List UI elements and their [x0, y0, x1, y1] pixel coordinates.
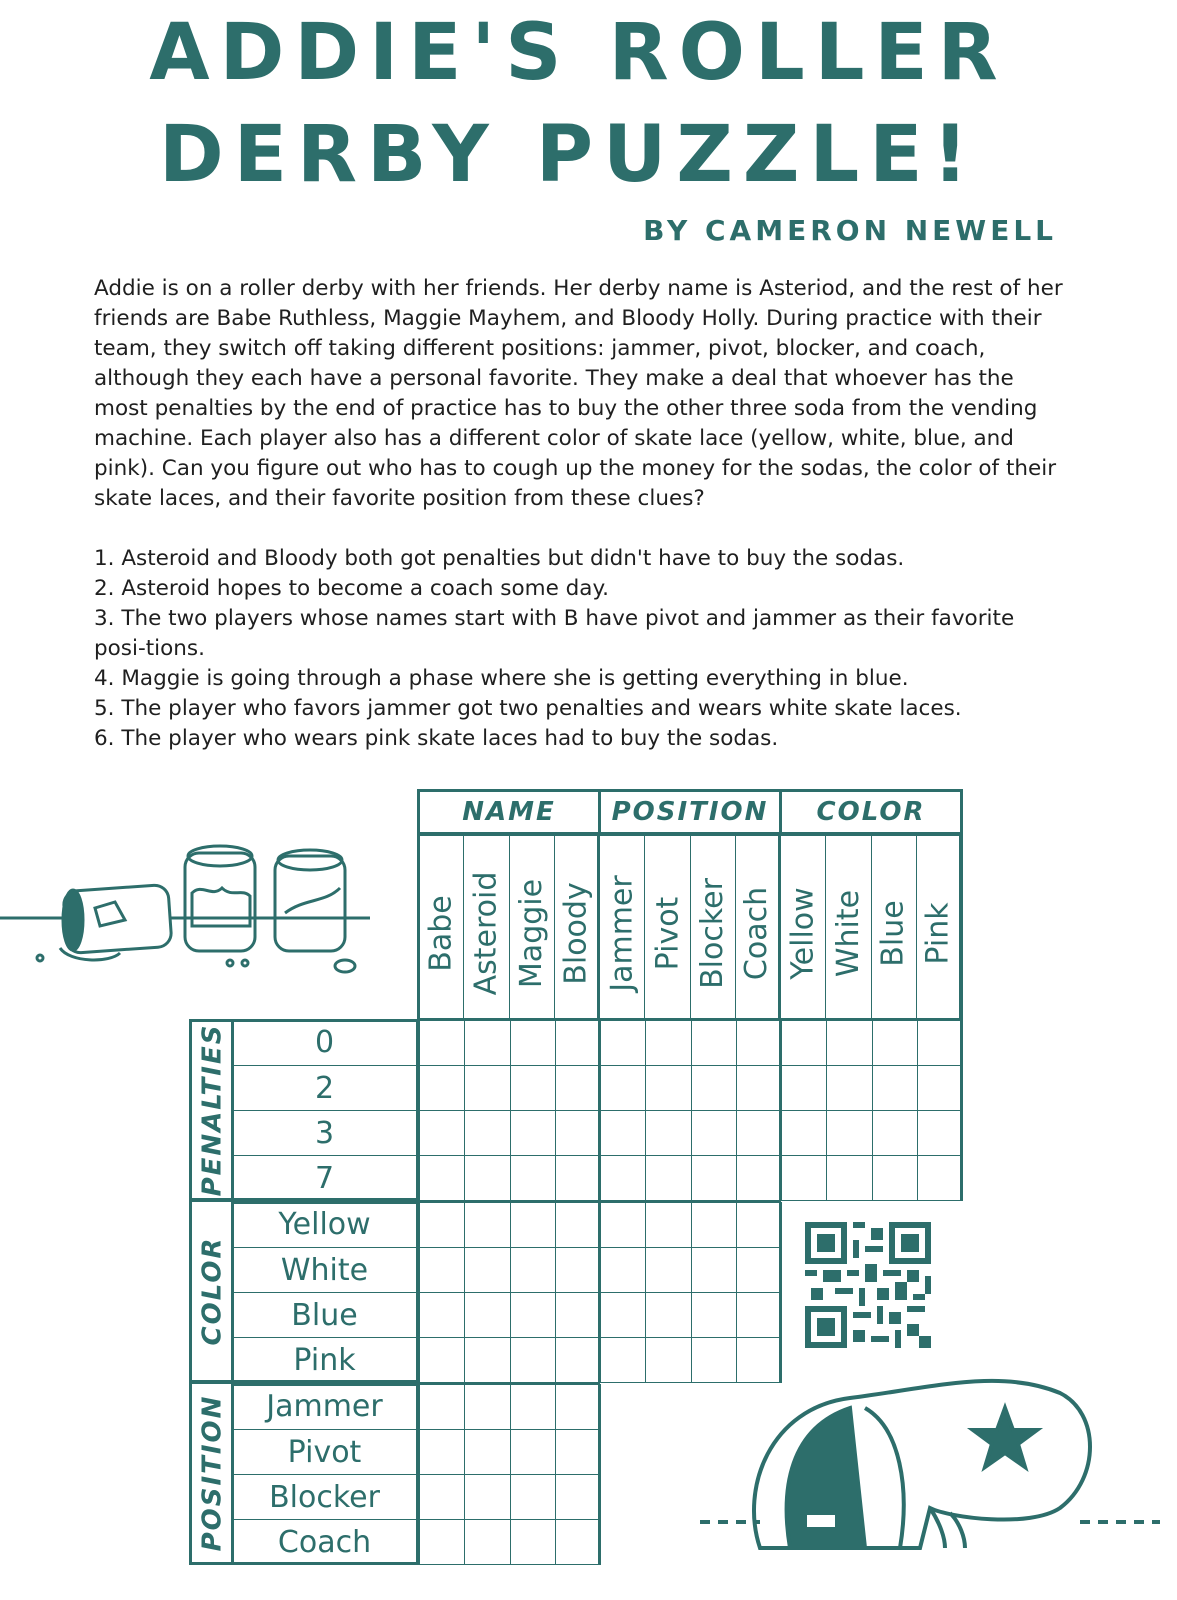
grid-cell[interactable] [872, 1110, 918, 1156]
helmet-illustration [700, 1368, 1160, 1568]
column-label-positions-2: Blocker [691, 836, 736, 1018]
grid-cell[interactable] [555, 1020, 601, 1066]
grid-cell[interactable] [645, 1202, 691, 1248]
grid-cell[interactable] [464, 1519, 510, 1565]
grid-cell[interactable] [600, 1292, 646, 1338]
row-label-penalties-3: 7 [233, 1155, 419, 1200]
grid-cell[interactable] [600, 1337, 646, 1383]
grid-cell[interactable] [510, 1337, 556, 1383]
clue-list [94, 544, 1074, 754]
grid-cell[interactable] [510, 1202, 556, 1248]
grid-cell[interactable] [464, 1202, 510, 1248]
row-label-row_colors-3: Pink [233, 1337, 419, 1382]
grid-cell[interactable] [555, 1474, 601, 1520]
grid-cell[interactable] [736, 1110, 782, 1156]
column-label-names-3: Bloody [555, 836, 600, 1018]
column-label-colors-0: Yellow [781, 836, 826, 1018]
grid-cell[interactable] [419, 1020, 465, 1066]
grid-cell[interactable] [826, 1110, 872, 1156]
column-label-positions-3: Coach [736, 836, 781, 1018]
group-header-color: COLOR [779, 789, 963, 835]
grid-cell[interactable] [691, 1247, 737, 1293]
side-header-penalties: PENALTIES [189, 1019, 235, 1201]
grid-cell[interactable] [510, 1155, 556, 1201]
grid-cell[interactable] [510, 1519, 556, 1565]
grid-cell[interactable] [872, 1020, 918, 1066]
grid-cell[interactable] [691, 1292, 737, 1338]
title-line-2: DERBY PUZZLE! [158, 110, 979, 200]
grid-cell[interactable] [645, 1020, 691, 1066]
grid-cell[interactable] [645, 1247, 691, 1293]
grid-cell[interactable] [781, 1110, 827, 1156]
grid-cell[interactable] [555, 1247, 601, 1293]
grid-cell[interactable] [691, 1020, 737, 1066]
grid-cell[interactable] [917, 1020, 963, 1066]
clue-3: 3. The two players whose names start with B have pivot and jammer as their favorite posi-tions. [94, 606, 1015, 661]
row-label-row_colors-2: Blue [233, 1292, 419, 1337]
row-label-row_positions-0: Jammer [233, 1384, 419, 1429]
qr-code [805, 1222, 931, 1348]
grid-cell[interactable] [510, 1247, 556, 1293]
row-label-penalties-1: 2 [233, 1065, 419, 1110]
grid-cell[interactable] [510, 1474, 556, 1520]
grid-cell[interactable] [419, 1292, 465, 1338]
grid-cell[interactable] [736, 1065, 782, 1111]
clue-1: 1. Asteroid and Bloody both got penalties but didn't have to buy the sodas. [94, 546, 905, 571]
column-label-colors-2: Blue [872, 836, 917, 1018]
grid-cell[interactable] [691, 1065, 737, 1111]
grid-cell[interactable] [419, 1337, 465, 1383]
grid-cell[interactable] [464, 1247, 510, 1293]
grid-cell[interactable] [510, 1020, 556, 1066]
grid-cell[interactable] [464, 1384, 510, 1430]
clue-6: 6. The player who wears pink skate laces had to buy the sodas. [94, 726, 779, 751]
grid-cell[interactable] [736, 1155, 782, 1201]
grid-cell[interactable] [826, 1155, 872, 1201]
clue-5: 5. The player who favors jammer got two penalties and wears white skate laces. [94, 696, 962, 721]
row-label-row_positions-2: Blocker [233, 1474, 419, 1519]
grid-cell[interactable] [872, 1155, 918, 1201]
grid-cell[interactable] [464, 1020, 510, 1066]
grid-cell[interactable] [781, 1155, 827, 1201]
grid-cell[interactable] [872, 1065, 918, 1111]
grid-cell[interactable] [510, 1110, 556, 1156]
grid-cell[interactable] [600, 1020, 646, 1066]
grid-cell[interactable] [917, 1155, 963, 1201]
grid-cell[interactable] [464, 1474, 510, 1520]
grid-cell[interactable] [510, 1429, 556, 1475]
grid-cell[interactable] [736, 1247, 782, 1293]
grid-cell[interactable] [736, 1292, 782, 1338]
grid-cell[interactable] [464, 1155, 510, 1201]
grid-cell[interactable] [555, 1337, 601, 1383]
group-header-name: NAME [417, 789, 601, 835]
group-header-position: POSITION [598, 789, 782, 835]
column-label-names-1: Asteroid [464, 836, 509, 1018]
grid-cell[interactable] [917, 1065, 963, 1111]
grid-cell[interactable] [419, 1519, 465, 1565]
grid-cell[interactable] [510, 1065, 556, 1111]
grid-cell[interactable] [464, 1110, 510, 1156]
side-header-color: COLOR [189, 1199, 235, 1383]
grid-cell[interactable] [736, 1020, 782, 1066]
title-line-1: ADDIE'S ROLLER [149, 8, 1008, 98]
column-label-colors-3: Pink [917, 836, 962, 1018]
byline: BY CAMERON NEWELL [643, 214, 1057, 247]
grid-cell[interactable] [555, 1429, 601, 1475]
grid-cell[interactable] [464, 1292, 510, 1338]
grid-cell[interactable] [419, 1474, 465, 1520]
grid-cell[interactable] [419, 1155, 465, 1201]
grid-cell[interactable] [419, 1384, 465, 1430]
grid-cell[interactable] [600, 1155, 646, 1201]
soda-cans-illustration [0, 838, 370, 978]
grid-cell[interactable] [555, 1110, 601, 1156]
grid-cell[interactable] [419, 1110, 465, 1156]
grid-cell[interactable] [600, 1110, 646, 1156]
side-header-position: POSITION [189, 1381, 235, 1565]
grid-cell[interactable] [645, 1155, 691, 1201]
grid-cell[interactable] [510, 1292, 556, 1338]
clue-4: 4. Maggie is going through a phase where she is getting everything in blue. [94, 666, 909, 691]
column-label-positions-0: Jammer [600, 836, 645, 1018]
grid-cell[interactable] [600, 1202, 646, 1248]
column-label-names-0: Babe [419, 836, 464, 1018]
row-label-row_positions-1: Pivot [233, 1429, 419, 1474]
row-label-penalties-2: 3 [233, 1110, 419, 1155]
clue-2: 2. Asteroid hopes to become a coach some day. [94, 576, 609, 601]
grid-cell[interactable] [555, 1292, 601, 1338]
intro-paragraph: Addie is on a roller derby with her friends. Her derby name is Asteriod, and the rest of her friends are Babe Ruthless, Maggie Mayhem, and Bloody Holly. During practice with their team, they switch off taking different positions: jammer, pivot, blocker, and coach, although they each have a personal favorite. They make a deal that whoever has the most penalties by the end of practice has to buy the other three soda from the vending machine. Each player also has a different color of skate lace (yellow, white, blue, and pink). Can you figure out who has to cough up the money for the sodas, the color of their skate laces, and their favorite position from these clues? [94, 276, 1063, 511]
row-label-row_colors-0: Yellow [233, 1202, 419, 1247]
grid-cell[interactable] [691, 1155, 737, 1201]
grid-cell[interactable] [826, 1020, 872, 1066]
column-label-positions-1: Pivot [645, 836, 690, 1018]
grid-cell[interactable] [781, 1020, 827, 1066]
grid-cell[interactable] [645, 1110, 691, 1156]
grid-cell[interactable] [691, 1110, 737, 1156]
grid-cell[interactable] [419, 1065, 465, 1111]
grid-cell[interactable] [419, 1202, 465, 1248]
grid-cell[interactable] [464, 1429, 510, 1475]
grid-cell[interactable] [510, 1384, 556, 1430]
grid-cell[interactable] [555, 1202, 601, 1248]
grid-cell[interactable] [600, 1065, 646, 1111]
grid-cell[interactable] [419, 1429, 465, 1475]
grid-cell[interactable] [555, 1519, 601, 1565]
grid-cell[interactable] [600, 1247, 646, 1293]
column-label-colors-1: White [826, 836, 871, 1018]
grid-cell[interactable] [917, 1110, 963, 1156]
grid-cell[interactable] [781, 1065, 827, 1111]
grid-cell[interactable] [419, 1247, 465, 1293]
grid-cell[interactable] [826, 1065, 872, 1111]
grid-cell[interactable] [555, 1065, 601, 1111]
column-label-names-2: Maggie [510, 836, 555, 1018]
grid-cell[interactable] [555, 1155, 601, 1201]
grid-cell[interactable] [464, 1065, 510, 1111]
row-label-penalties-0: 0 [233, 1020, 419, 1065]
grid-cell[interactable] [645, 1292, 691, 1338]
row-label-row_colors-1: White [233, 1247, 419, 1292]
grid-cell[interactable] [555, 1384, 601, 1430]
row-label-row_positions-3: Coach [233, 1519, 419, 1564]
grid-cell[interactable] [464, 1337, 510, 1383]
grid-cell[interactable] [691, 1202, 737, 1248]
grid-cell[interactable] [736, 1202, 782, 1248]
grid-cell[interactable] [645, 1065, 691, 1111]
grid-cell[interactable] [645, 1337, 691, 1383]
